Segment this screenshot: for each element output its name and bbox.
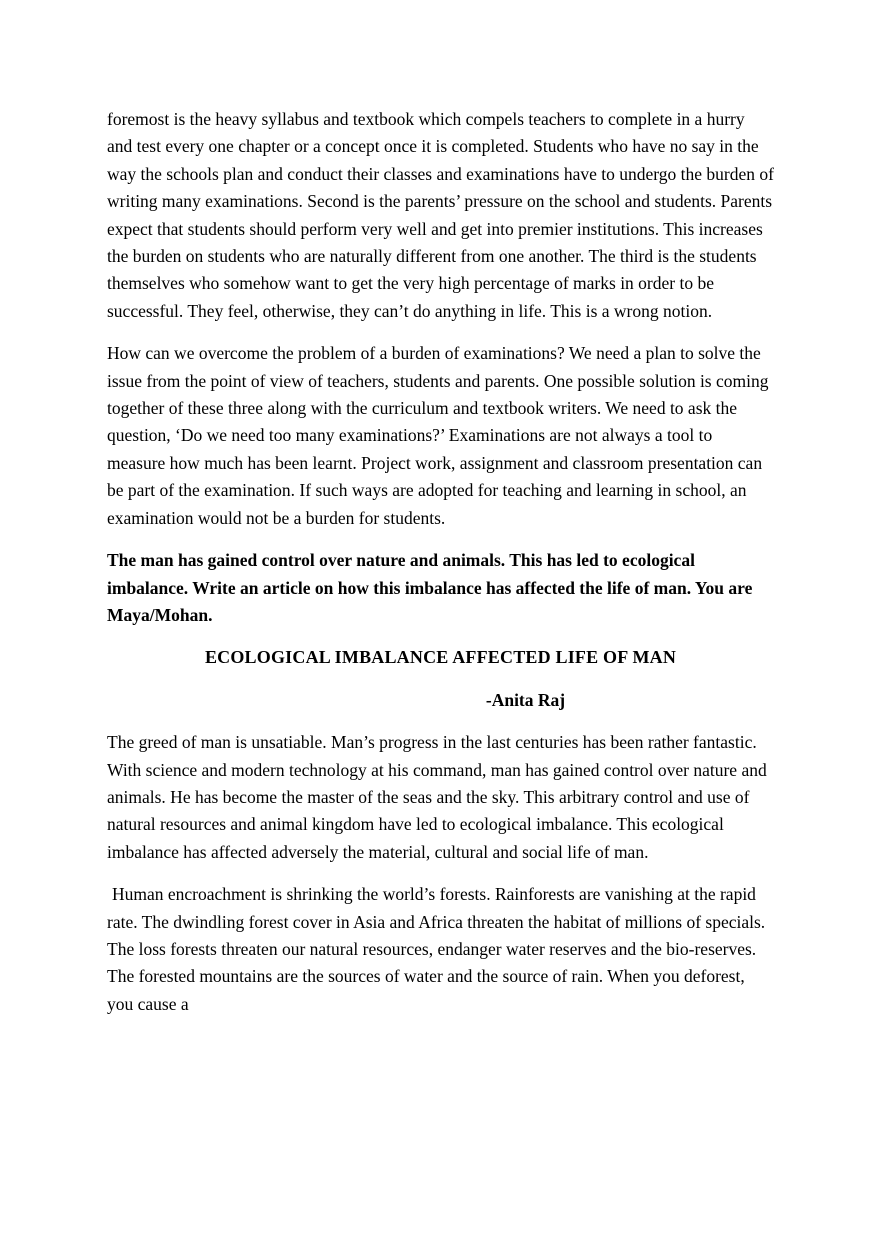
article-title: ECOLOGICAL IMBALANCE AFFECTED LIFE OF MAN <box>204 647 677 668</box>
paragraph-article-prompt: The man has gained control over nature and animals. This has led to ecological imbalance. Write an article on how this imbalance has affected the life of man. You are Maya/Mohan. <box>107 550 753 625</box>
article-byline: -Anita Raj <box>485 689 566 710</box>
paragraph-human-encroachment: Human encroachment is shrinking the world’s forests. Rainforests are vanishing at the rapid rate. The dwindling forest cover in Asia and Africa threaten the habitat of millions of specials. The loss forests threaten our natural resources, endanger water reserves and the bio-reserves. The forested mountains are the sources of water and the source of rain. When you deforest, you cause a <box>107 884 766 1014</box>
paragraph-greed-of-man: The greed of man is unsatiable. Man’s progress in the last centuries has been rather fantastic. With science and modern technology at his command, man has gained control over nature and animals. He has become the master of the seas and the sky. This arbitrary control and use of natural resources and animal kingdom have led to ecological imbalance. This ecological imbalance has affected adversely the material, cultural and social life of man. <box>107 732 767 862</box>
paragraph-examination-burden-causes: foremost is the heavy syllabus and textbook which compels teachers to complete in a hurry and test every one chapter or a concept once it is completed. Students who have no say in the way the schools plan and conduct their classes and examinations have to undergo the burden of writing many examinations. Second is the parents’ pressure on the school and students. Parents expect that students should perform very well and get into premier institutions. This increases the burden on students who are naturally different from one another. The third is the students themselves who somehow want to get the very high percentage of marks in order to be successful. They feel, otherwise, they can’t do anything in life. This is a wrong notion. <box>107 109 774 321</box>
paragraph-overcoming-examination-burden: How can we overcome the problem of a burden of examinations? We need a plan to solve the issue from the point of view of teachers, students and parents. One possible solution is coming together of these three along with the curriculum and textbook writers. We need to ask the question, ‘Do we need too many examinations?’ Examinations are not always a tool to measure how much has been learnt. Project work, assignment and classroom presentation can be part of the examination. If such ways are adopted for teaching and learning in school, an examination would not be a burden for students. <box>107 343 769 528</box>
